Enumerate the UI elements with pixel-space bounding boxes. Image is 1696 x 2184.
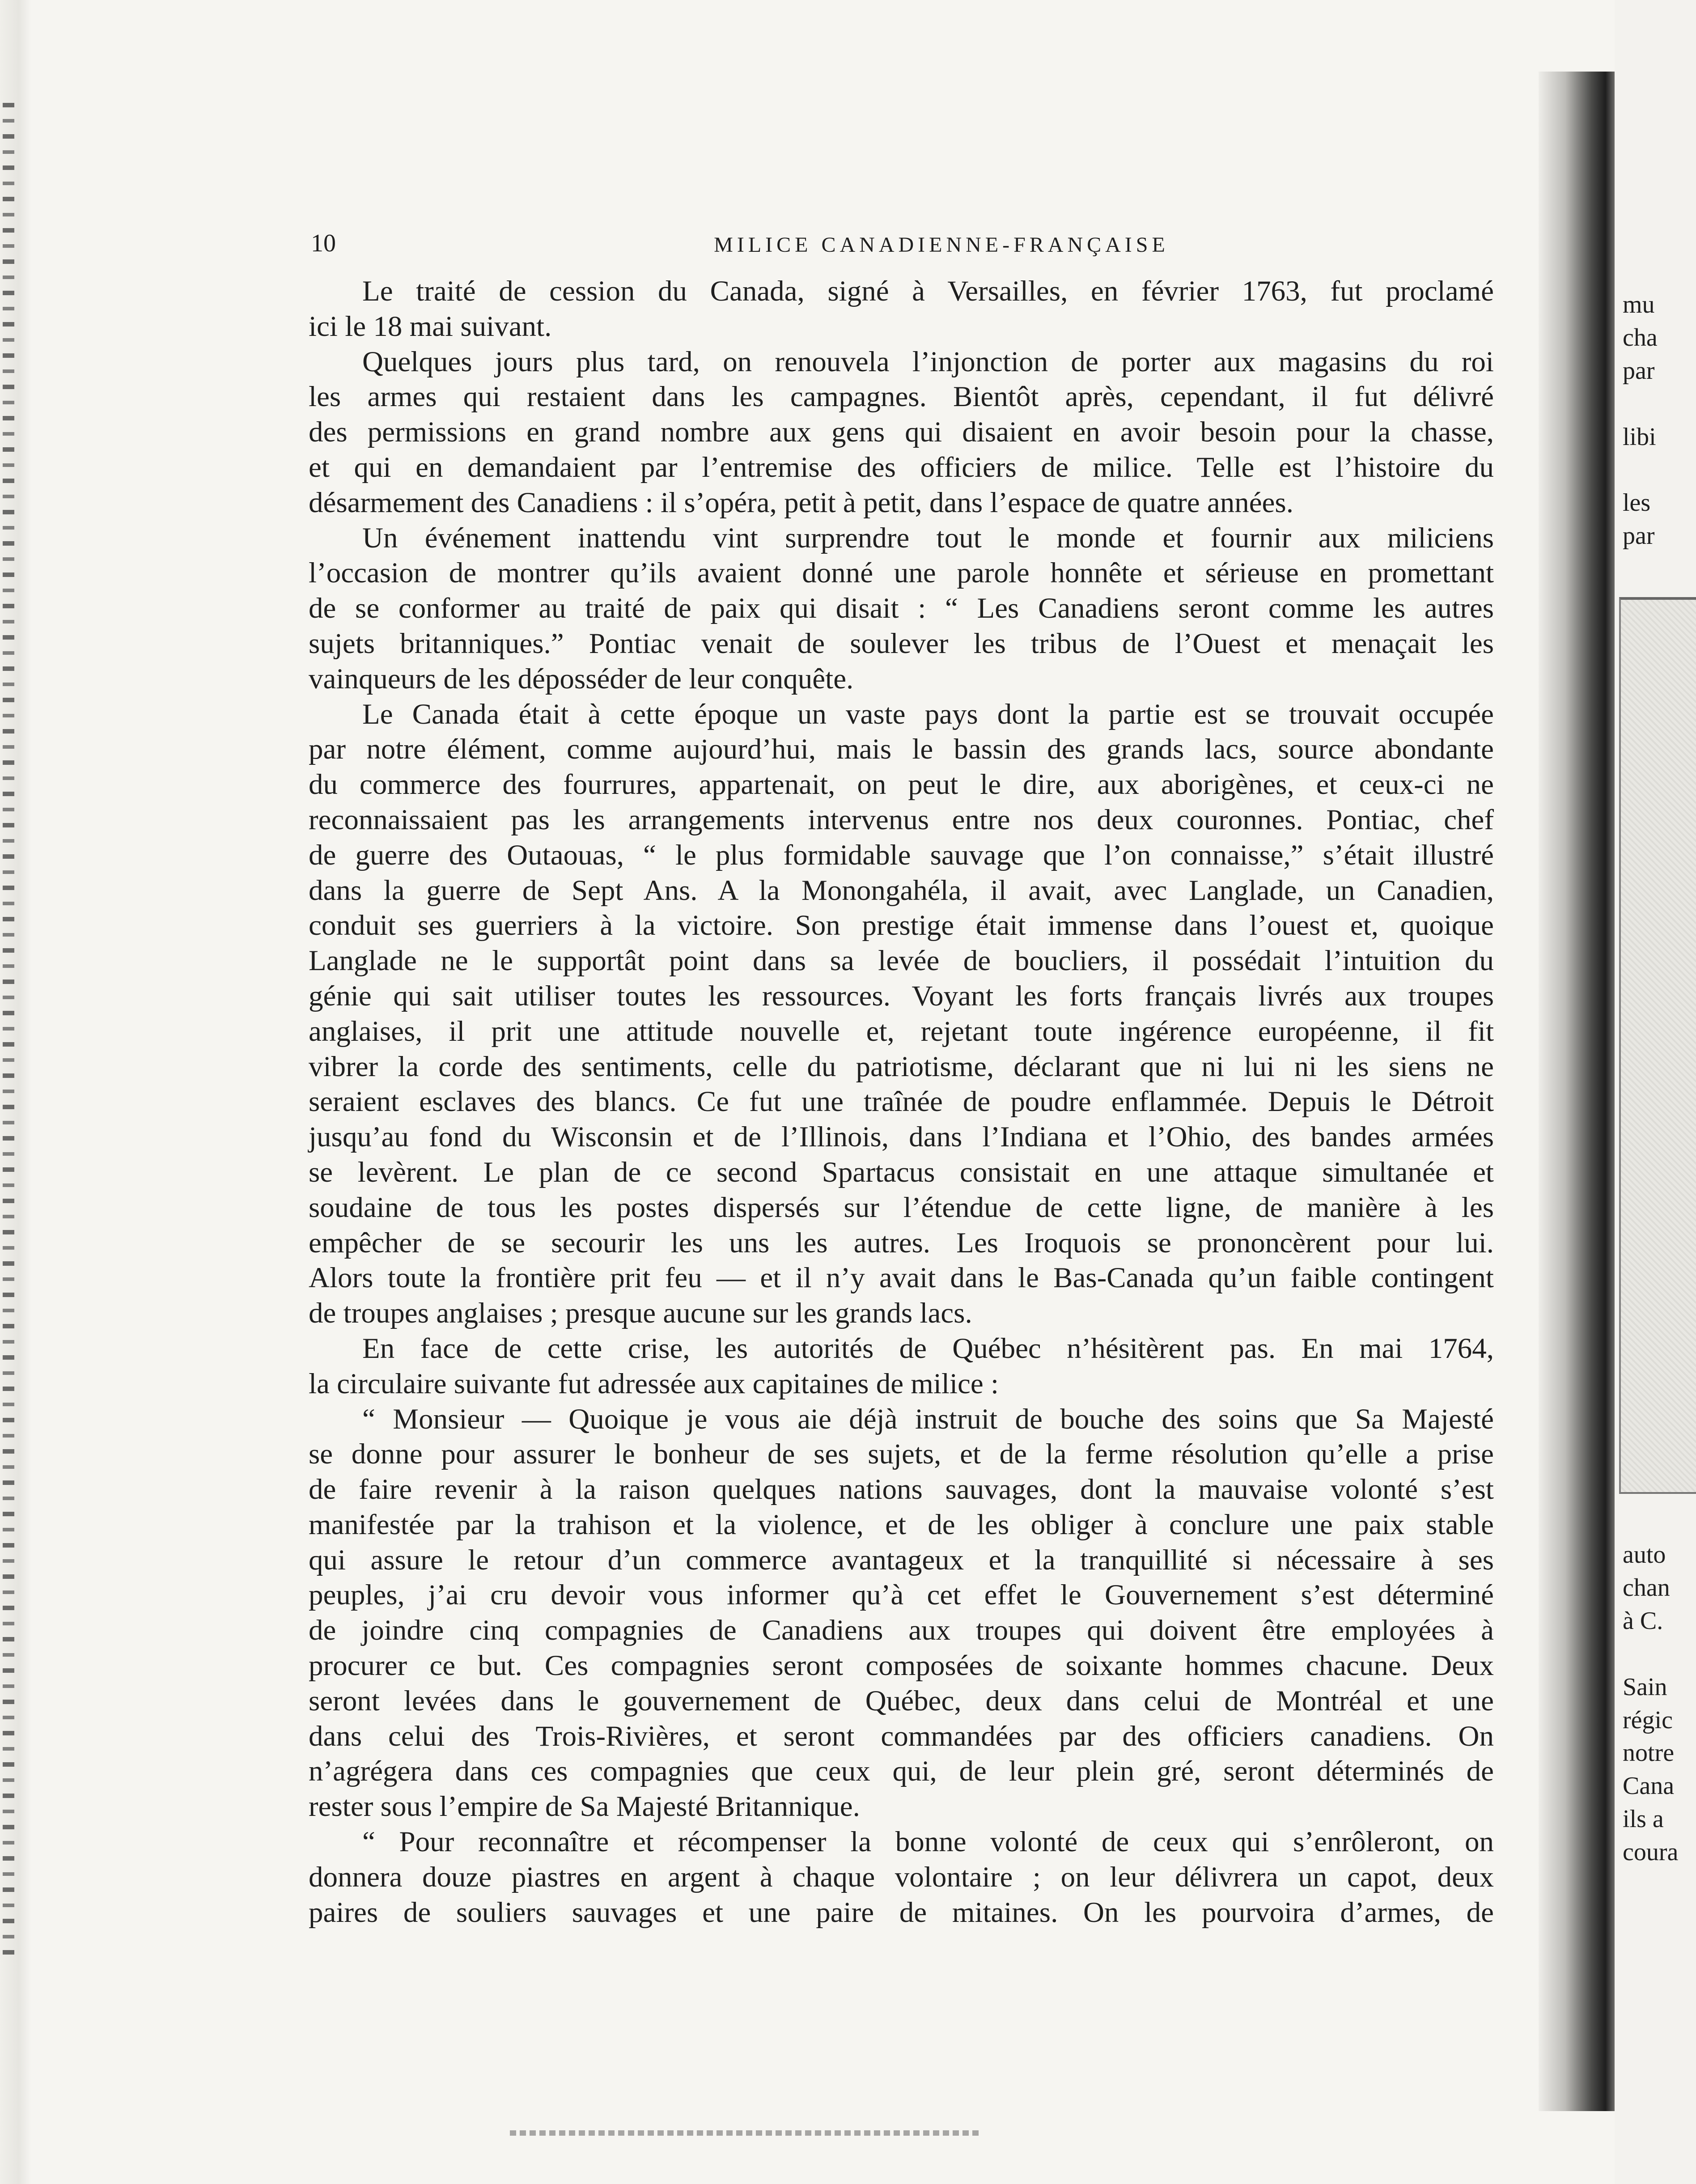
adjacent-page-line — [1623, 1638, 1678, 1671]
adjacent-page-line: les — [1623, 489, 1651, 517]
text-line: dans celui des Trois-Rivières, et seront commandées par des officiers canadiens. On — [309, 1720, 1494, 1752]
adjacent-page-line: par — [1623, 522, 1655, 550]
text-line: les armes qui restaient dans les campagnes. Bientôt après, cependant, il fut délivré — [309, 381, 1494, 413]
adjacent-page-fragment — [1615, 0, 1696, 2184]
text-line: sujets britanniques.” Pontiac venait de soulever les tribus de l’Ouest et menaçait les — [309, 627, 1494, 660]
text-line: jusqu’au fond du Wisconsin et de l’Illinois, dans l’Indiana et l’Ohio, des bandes armées — [309, 1121, 1494, 1153]
text-line: génie qui sait utiliser toutes les ressources. Voyant les forts français livrés aux troupes — [309, 980, 1494, 1012]
text-line: n’agrégera dans ces compagnies que ceux qui, de leur plein gré, seront déterminés de — [309, 1755, 1494, 1788]
adjacent-page-line: par — [1623, 356, 1655, 385]
text-line: Alors toute la frontière prit feu — et il n’y avait dans le Bas-Canada qu’un faible contingent — [309, 1262, 1494, 1294]
page-number: 10 — [311, 229, 336, 257]
text-line: Un événement inattendu vint surprendre tout le monde et fournir aux miliciens — [362, 522, 1494, 554]
text-line: se levèrent. Le plan de ce second Spartacus consistait en une attaque simultanée et — [309, 1156, 1494, 1188]
book-spine-shadow — [1539, 72, 1615, 2111]
adjacent-page-line: coura — [1623, 1838, 1679, 1866]
text-line: seront levées dans le gouvernement de Québec, deux dans celui de Montréal et une — [309, 1684, 1494, 1717]
text-line: Le traité de cession du Canada, signé à Versailles, en février 1763, fut proclamé — [362, 275, 1494, 307]
text-line: de troupes anglaises ; presque aucune sur les grands lacs. — [309, 1297, 972, 1330]
text-line: conduit ses guerriers à la victoire. Son prestige était immense dans l’ouest et, quoique — [309, 909, 1494, 942]
text-line: Le Canada était à cette époque un vaste pays dont la partie est se trouvait occupée — [362, 698, 1494, 730]
text-line: vibrer la corde des sentiments, celle du patriotisme, déclarant que ni lui ni les siens ne — [309, 1050, 1494, 1083]
text-line: “ Monsieur — Quoique je vous aie déjà instruit de bouche des soins que Sa Majesté — [362, 1403, 1494, 1435]
text-line: la circulaire suivante fut adressée aux capitaines de milice : — [309, 1367, 999, 1400]
text-line: peuples, j’ai cru devoir vous informer qu’à cet effet le Gouvernement s’est déterminé — [309, 1579, 1494, 1611]
text-line: En face de cette crise, les autorités de Québec n’hésitèrent pas. En mai 1764, — [362, 1332, 1494, 1365]
text-line: Langlade ne le supportât point dans sa levée de boucliers, il possédait l’intuition du — [309, 945, 1494, 977]
text-line: donnera douze piastres en argent à chaque volontaire ; on leur délivrera un capot, deux — [309, 1861, 1494, 1893]
adjacent-page-line: à C. — [1623, 1607, 1663, 1635]
bottom-scan-mark — [510, 2130, 979, 2136]
adjacent-page-line: Cana — [1623, 1772, 1675, 1800]
text-line: de faire revenir à la raison quelques nations sauvages, dont la mauvaise volonté s’est — [309, 1473, 1494, 1506]
text-line: qui assure le retour d’un commerce avantageux et la tranquillité si nécessaire à ses — [309, 1544, 1494, 1576]
text-line: empêcher de se secourir les uns les autres. Les Iroquois se prononcèrent pour lui. — [309, 1226, 1494, 1259]
text-line: de guerre des Outaouas, “ le plus formidable sauvage que l’on connaisse,” s’était illustré — [309, 839, 1494, 871]
adjacent-page-line: auto — [1623, 1541, 1666, 1569]
text-line: reconnaissaient pas les arrangements intervenus entre nos deux couronnes. Pontiac, chef — [309, 803, 1494, 836]
text-line: “ Pour reconnaître et récompenser la bonne volonté de ceux qui s’enrôleront, on — [362, 1826, 1494, 1858]
text-line: rester sous l’empire de Sa Majesté Britannique. — [309, 1790, 860, 1823]
text-line: vainqueurs de les déposséder de leur conquête. — [309, 662, 854, 695]
scan-margin-marks — [3, 103, 14, 1959]
adjacent-page-line: cha — [1623, 323, 1658, 352]
text-line: soudaine de tous les postes dispersés sur l’étendue de cette ligne, de manière à les — [309, 1191, 1494, 1224]
adjacent-page-line: chan — [1623, 1573, 1670, 1602]
adjacent-page-line: Sain — [1623, 1673, 1667, 1701]
text-line: anglaises, il prit une attitude nouvelle et, rejetant toute ingérence européenne, il fit — [309, 1015, 1494, 1047]
text-line: et qui en demandaient par l’entremise des officiers de milice. Telle est l’histoire du — [309, 451, 1494, 483]
adjacent-page-text-bottom — [1623, 1539, 1678, 1869]
body-text — [309, 274, 1494, 1930]
text-line: des permissions en grand nombre aux gens qui disaient en avoir besoin pour la chasse, — [309, 416, 1494, 449]
adjacent-page-line — [1623, 388, 1658, 421]
text-line: ici le 18 mai suivant. — [309, 310, 552, 343]
adjacent-page-text-top — [1623, 288, 1658, 553]
adjacent-page-illustration — [1619, 597, 1696, 1494]
text-line: se donne pour assurer le bonheur de ses sujets, et de la ferme résolution qu’elle a prise — [309, 1438, 1494, 1471]
adjacent-page-line: libi — [1623, 423, 1656, 451]
adjacent-page-line: notre — [1623, 1739, 1675, 1767]
text-line: par notre élément, comme aujourd’hui, mais le bassin des grands lacs, source abondante — [309, 733, 1494, 766]
text-line: procurer ce but. Ces compagnies seront composées de soixante hommes chacune. Deux — [309, 1650, 1494, 1682]
text-line: manifestée par la trahison et la violence, et de les obliger à conclure une paix stable — [309, 1508, 1494, 1541]
text-line: Quelques jours plus tard, on renouvela l’injonction de porter aux magasins du roi — [362, 345, 1494, 378]
text-line: dans la guerre de Sept Ans. A la Monongahéla, il avait, avec Langlade, un Canadien, — [309, 874, 1494, 907]
text-line: paires de souliers sauvages et une paire de mitaines. On les pourvoira d’armes, de — [309, 1896, 1494, 1929]
text-line: de joindre cinq compagnies de Canadiens aux troupes qui doivent être employées à — [309, 1614, 1494, 1647]
text-line: désarmement des Canadiens : il s’opéra, petit à petit, dans l’espace de quatre années. — [309, 486, 1293, 519]
adjacent-page-line — [1623, 454, 1658, 487]
text-line: du commerce des fourrures, appartenait, on peut le dire, aux aborigènes, et ceux-ci ne — [309, 768, 1494, 801]
text-line: de se conformer au traité de paix qui disait : “ Les Canadiens seront comme les autres — [309, 592, 1494, 625]
adjacent-page-line: ils a — [1623, 1805, 1664, 1833]
left-binding-edge — [0, 0, 31, 2184]
page-header — [311, 229, 1518, 265]
running-title: MILICE CANADIENNE-FRANÇAISE — [714, 233, 1169, 257]
adjacent-page-line: régic — [1623, 1706, 1673, 1734]
adjacent-page-line: mu — [1623, 291, 1655, 318]
text-line: seraient esclaves des blancs. Ce fut une traînée de poudre enflammée. Depuis le Détroit — [309, 1086, 1494, 1118]
text-line: l’occasion de montrer qu’ils avaient donné une parole honnête et sérieuse en promettant — [309, 557, 1494, 589]
